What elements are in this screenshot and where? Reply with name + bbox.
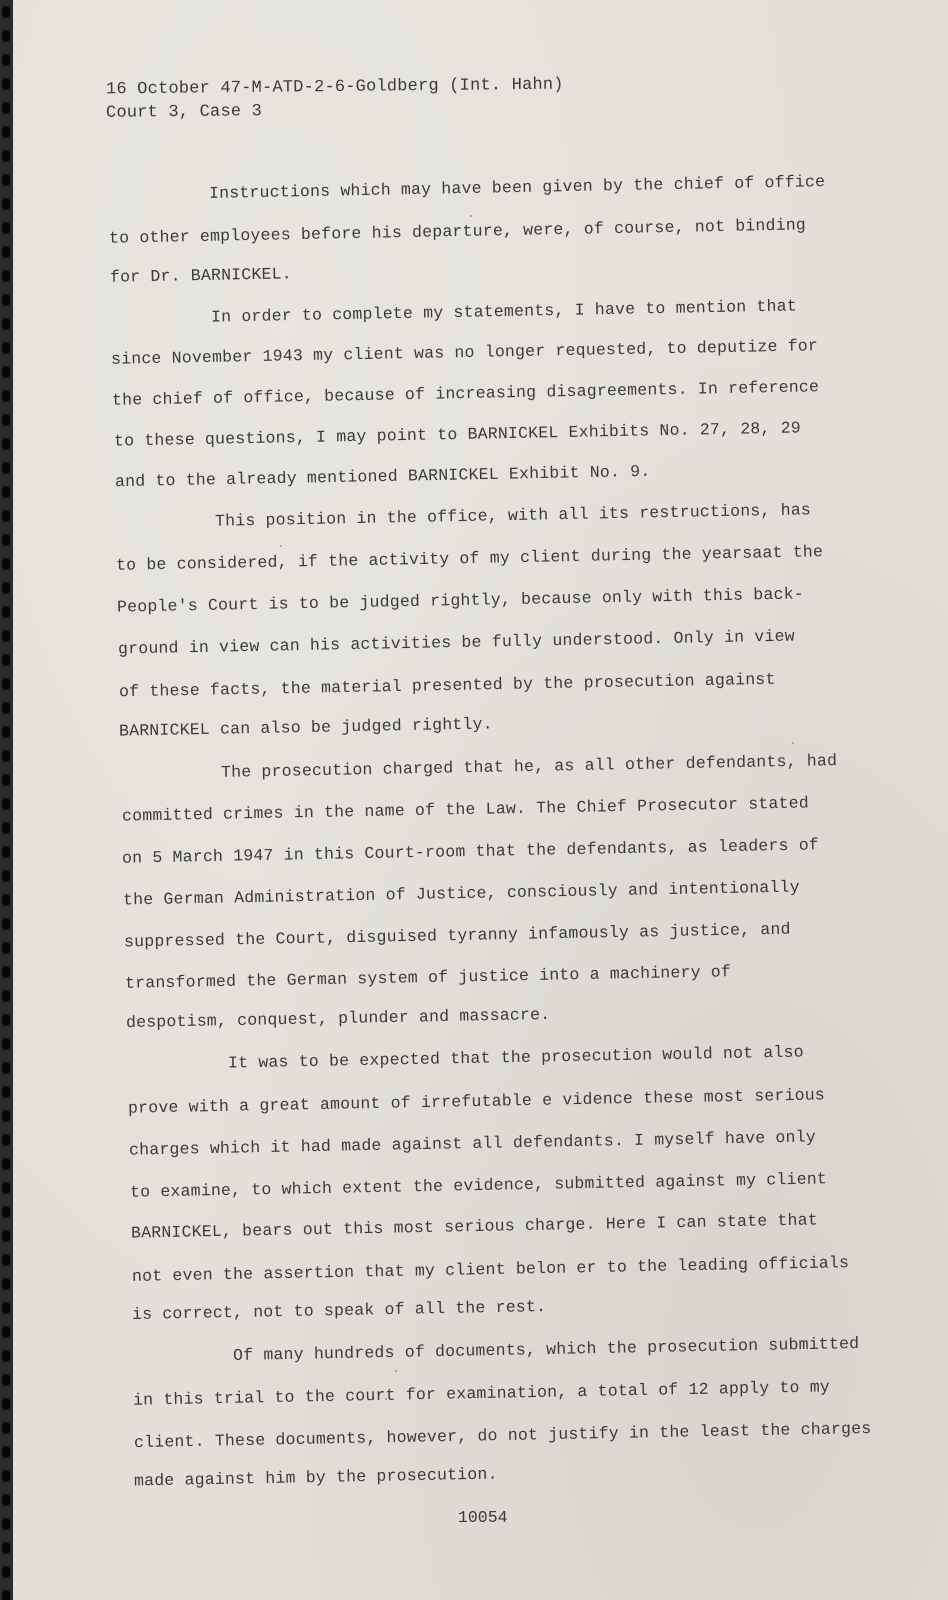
binding-hole — [2, 1182, 10, 1194]
binding-hole — [2, 462, 10, 474]
binding-hole — [2, 1350, 10, 1362]
binding-hole — [2, 558, 10, 570]
binding-hole — [2, 1278, 10, 1290]
binding-hole — [2, 606, 10, 618]
binding-hole — [2, 1134, 10, 1146]
body-line: The prosecution charged that he, as all other defendants, had — [220, 751, 838, 782]
binding-hole — [2, 366, 10, 378]
body-line: the chief of office, because of increasing disagreements. In reference — [111, 377, 820, 410]
body-line: prove with a great amount of irrefutable e vidence these most serious — [127, 1085, 826, 1118]
binding-hole — [2, 798, 10, 810]
binding-hole — [2, 294, 10, 306]
binding-hole — [2, 1110, 10, 1122]
body-line: In order to complete my statements, I have to mention that — [210, 296, 798, 327]
body-line: and to the already mentioned BARNICKEL Exhibit No. 9. — [114, 461, 651, 492]
paper-speck — [470, 215, 472, 217]
body-line: client. These documents, however, do not justify in the least the charges — [133, 1418, 872, 1453]
body-line: for Dr. BARNICKEL. — [109, 264, 293, 287]
binding-hole — [2, 990, 10, 1002]
binding-hole — [2, 174, 10, 186]
binding-hole — [2, 1302, 10, 1314]
body-line: to other employees before his departure, were, of course, not binding — [108, 215, 807, 248]
binding-hole — [2, 1014, 10, 1026]
binding-hole — [2, 654, 10, 666]
body-line: is correct, not to speak of all the rest. — [131, 1297, 547, 1324]
binding-hole — [2, 1422, 10, 1434]
binding-hole — [2, 78, 10, 90]
binding-hole — [2, 1494, 10, 1506]
body-line: since November 1943 my client was no longer requested, to deputize for — [110, 336, 819, 369]
binding-hole — [2, 342, 10, 354]
binding-hole — [2, 126, 10, 138]
body-line: the German Administration of Justice, consciously and intentionally — [122, 877, 800, 910]
binding-hole — [2, 1566, 10, 1578]
body-line: of these facts, the material presented by the prosecution against — [118, 669, 776, 702]
binding-hole — [2, 1206, 10, 1218]
body-line: in this trial to the court for examination, a total of 12 apply to my — [132, 1377, 831, 1410]
binding-hole — [2, 1254, 10, 1266]
body-line: charges which it had made against all defendants. I myself have only — [128, 1127, 817, 1160]
binding-hole — [2, 1542, 10, 1554]
binding-hole — [2, 1086, 10, 1098]
binding-hole — [2, 222, 10, 234]
binding-hole — [2, 1062, 10, 1074]
body-line: This position in the office, with all its restructions, has — [214, 500, 812, 531]
paper-speck — [663, 425, 665, 427]
body-line: It was to be expected that the prosecution would not also — [227, 1042, 804, 1073]
binding-hole — [2, 1326, 10, 1338]
body-line: ground in view can his activities be fully understood. Only in view — [117, 626, 795, 659]
binding-hole — [2, 534, 10, 546]
binding-hole — [2, 750, 10, 762]
binding-hole — [2, 726, 10, 738]
binding-hole — [2, 390, 10, 402]
paper-speck — [792, 742, 794, 744]
binding-hole — [2, 150, 10, 162]
body-line: to examine, to which extent the evidence, submitted against my client — [129, 1169, 828, 1202]
binding-hole — [2, 486, 10, 498]
body-line: Instructions which may have been given by the chief of office — [208, 172, 826, 203]
binding-hole — [2, 918, 10, 930]
binding-hole — [2, 198, 10, 210]
binding-hole — [2, 318, 10, 330]
binding-hole — [2, 822, 10, 834]
binding-hole — [2, 1398, 10, 1410]
binding-hole — [2, 630, 10, 642]
binding-hole — [2, 1038, 10, 1050]
paper-speck — [385, 1398, 387, 1400]
header-reference-line: 16 October 47-M-ATD-2-6-Goldberg (Int. Hahn) — [105, 75, 564, 100]
body-line: Of many hundreds of documents, which the prosecution submitted — [232, 1333, 860, 1366]
paper-speck — [280, 545, 282, 547]
body-line: made against him by the prosecution. — [133, 1464, 498, 1491]
body-line: People's Court is to be judged rightly, because only with this back- — [116, 584, 805, 617]
body-line: to be considered, if the activity of my client during the yearsaat the — [115, 542, 824, 575]
binding-hole — [2, 414, 10, 426]
binding-hole — [2, 30, 10, 42]
binding-hole — [2, 846, 10, 858]
body-line: not even the assertion that my client belon er to the leading officials — [131, 1253, 850, 1286]
binding-hole — [2, 678, 10, 690]
header-court-line: Court 3, Case 3 — [105, 102, 263, 123]
binding-hole — [2, 942, 10, 954]
binding-hole — [2, 870, 10, 882]
binding-hole — [2, 894, 10, 906]
body-line: transformed the German system of justice into a machinery of — [124, 962, 732, 993]
binding-hole — [2, 270, 10, 282]
body-line: on 5 March 1947 in this Court-room that the defendants, as leaders of — [121, 835, 820, 868]
body-line: committed crimes in the name of the Law. The Chief Prosecutor stated — [121, 793, 810, 826]
binding-hole — [2, 1374, 10, 1386]
binding-hole — [2, 966, 10, 978]
binding-hole — [2, 510, 10, 522]
body-line: BARNICKEL, bears out this most serious charge. Here I can state that — [130, 1210, 819, 1243]
binding-hole — [2, 774, 10, 786]
paper-speck — [395, 1370, 397, 1372]
binding-hole — [2, 6, 10, 18]
binding-hole — [2, 102, 10, 114]
binding-hole — [2, 1230, 10, 1242]
body-line: suppressed the Court, disguised tyranny infamously as justice, and — [123, 919, 791, 952]
body-line: despotism, conquest, plunder and massacre. — [125, 1004, 551, 1033]
binding-hole — [2, 702, 10, 714]
binding-hole — [2, 246, 10, 258]
body-line: to these questions, I may point to BARNICKEL Exhibits No. 27, 28, 29 — [113, 418, 802, 451]
binding-hole — [2, 438, 10, 450]
binding-hole — [2, 582, 10, 594]
binding-hole — [2, 54, 10, 66]
page-number: 10054 — [458, 1508, 508, 1527]
binding-hole — [2, 1518, 10, 1530]
binding-hole — [2, 1470, 10, 1482]
binding-hole — [2, 1158, 10, 1170]
body-line: BARNICKEL can also be judged rightly. — [118, 714, 493, 741]
binding-strip — [0, 0, 13, 1600]
binding-hole — [2, 1590, 10, 1600]
binding-hole — [2, 1446, 10, 1458]
